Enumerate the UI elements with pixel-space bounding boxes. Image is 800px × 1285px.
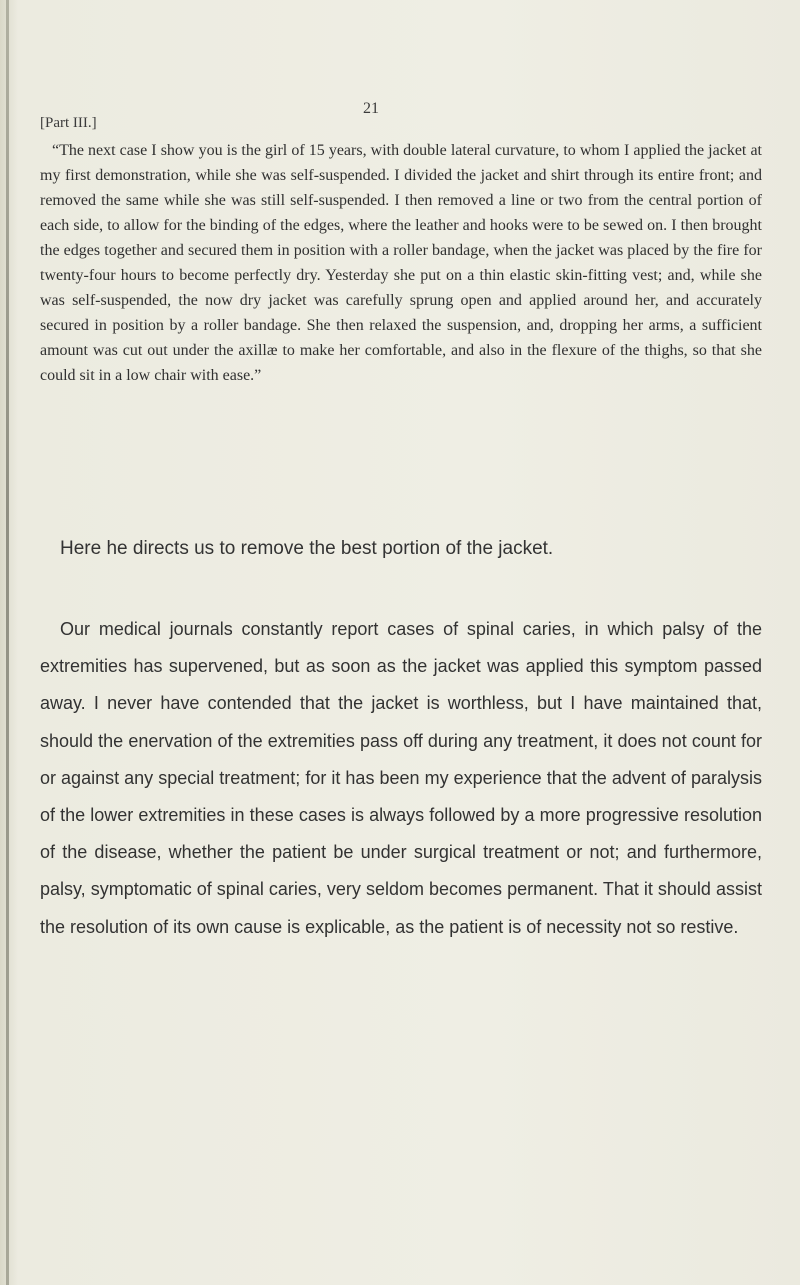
quoted-case-paragraph: “The next case I show you is the girl of 15 years, with double lateral curvature, to whom I applied the jacket at my first demonstration, while she was self-suspended. I divided the jacket and shirt through its entire front; and removed the same while she was still self-suspended. I then removed a line or two from the central portion of each side, to allow for the binding of the edges, where the leather and hooks were to be sewed on. I then brought the edges together and secured them in position with a roller bandage, when the jacket was placed by the fire for twenty-four hours to become perfectly dry. Yesterday she put on a thin elastic skin-fitting vest; and, while she was self-suspended, the now dry jacket was carefully sprung open and applied around her, and accurately secured in position by a roller bandage. She then relaxed the suspension, and, dropping her arms, a sufficient amount was cut out under the axillæ to make her comfortable, and also in the flexure of the thighs, so that she could sit in a low chair with ease.” <box>40 142 762 384</box>
page-number: 21 <box>363 100 379 117</box>
commentary-paragraph: Here he directs us to remove the best portion of the jacket. <box>60 538 554 559</box>
page-header <box>40 100 760 130</box>
page-edge-shadow <box>6 0 9 1285</box>
body-paragraph: Our medical journals constantly report cases of spinal caries, in which palsy of the extremities has supervened, but as soon as the jacket was applied this symptom passed away. I never have contended that the jacket is worthless, but I have maintained that, should the enervation of the extremities pass off during any treatment, it does not count for or against any special treatment; for it has been my experience that the advent of paralysis of the lower extremities in these cases is always followed by a more progressive resolution of the disease, whether the patient be under surgical treatment or not; and furthermore, palsy, symptomatic of spinal caries, very seldom becomes permanent. That it should assist the resolution of its own cause is explicable, as the patient is of necessity not so restive. <box>40 619 762 937</box>
part-label: [Part III.] <box>40 115 97 131</box>
